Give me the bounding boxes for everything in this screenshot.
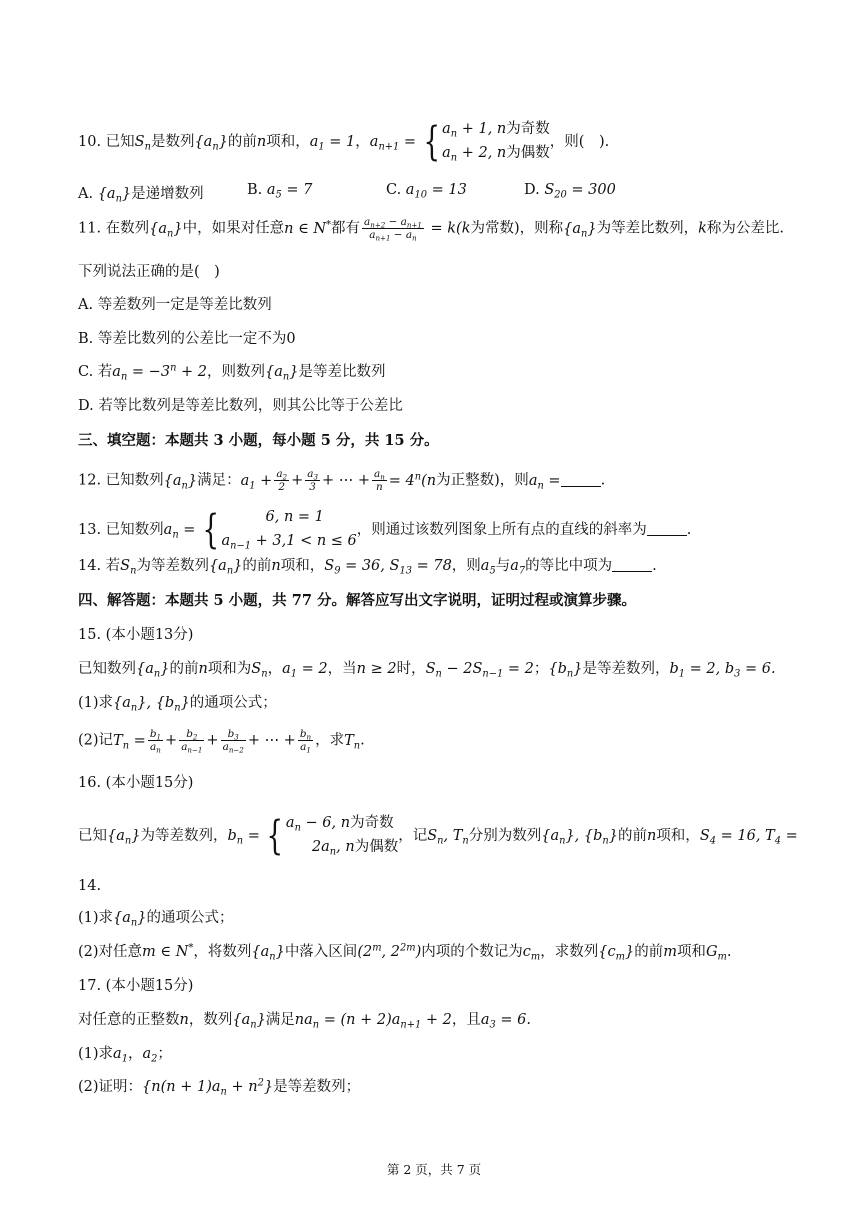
q10-option-a: A. $\{a_n\}$是递增数列 xyxy=(78,186,204,205)
q16-stem-continued: 14. xyxy=(78,878,102,894)
q16-stem: 已知$\{a_n\}$为等差数列，$b_n$ = { $a_n - 6$, n为奇数 $2a_n$, n为偶数 ，记$S_n$, $T_n$分别为数列$\{a_n\}$, $\{b_n\}$的前n项和，$S_4 = 16$, $T_4$ = xyxy=(78,812,798,859)
q11-option-d: D. 若等比数列是等差比数列，则其公比等于公差比 xyxy=(78,398,403,414)
q11-line: 11. 在数列$\{a_n\}$中，如果对任意n ∈ N*都有 $\frac{a_{n+2} - a_{n+1}}{a_{n+1} - a_n}$ = k(k为常数)，则称$\{a_n\}$为等差比数列，k称为公差比. xyxy=(78,216,785,243)
text: 为奇数 xyxy=(506,121,550,137)
text: ，则( ). xyxy=(549,133,610,150)
question-number: 12. xyxy=(78,472,102,489)
q15-heading: 15. (本小题13分) xyxy=(78,627,194,643)
text: 是数列 xyxy=(150,133,195,150)
q17-heading: 17. (本小题15分) xyxy=(78,978,194,994)
q17-part2: (2)证明：$\{n(n + 1)a_n + n^2\}$是等差数列； xyxy=(78,1077,361,1098)
q15-part2: (2)记$T_n$ = $\frac{b_1}{a_n}$ + $\frac{b_2}{a_{n-1}}$ + $\frac{b_3}{a_{n-2}}$ + ⋯ + $\frac{b_n}{a_1}$ ，求$T_n$. xyxy=(78,728,365,755)
text: 已知 xyxy=(105,133,135,150)
q13-line: 13. 已知数列$a_n$ = { 6, n = 1 $a_{n-1} + 3,1 < n \le 6$ ，则通过该数列图象上所有点的直线的斜率为 . xyxy=(78,506,692,553)
answer-blank xyxy=(612,557,652,572)
q11-option-c: C. 若$a_n = -3^n + 2$，则数列$\{a_n\}$是等差比数列 xyxy=(78,362,386,383)
question-number: 14. xyxy=(78,558,102,574)
text: 项和， xyxy=(266,133,310,150)
q15-stem: 已知数列$\{a_n\}$的前n项和为$S_n$，$a_1 = 2$，当n ≥ 2时，$S_n - 2S_{n-1} = 2$；$\{b_n\}$是等差数列，$b_1 = 2$, $b_3 = 6$. xyxy=(78,661,776,680)
q10-line: 10. 已知$S_n$是数列$\{a_n\}$的前n项和，$a_1 = 1$，$a_{n+1}$ = { $a_n + 1$, n为奇数 $a_n + 2$, n为偶数 ，则( ). xyxy=(78,118,610,165)
text: 为偶数 xyxy=(506,144,550,161)
q14-line: 14. 若$S_n$为等差数列$\{a_n\}$的前n项和，$S_9 = 36$, $S_{13} = 78$，则$a_5$与$a_7$的等比中项为 . xyxy=(78,558,657,577)
question-number: 11. xyxy=(78,220,102,237)
q11-prompt: 下列说法正确的是( ) xyxy=(78,264,220,280)
page-footer: 第 2 页，共 7 页 xyxy=(386,1162,482,1177)
q10-option-b: B. $a_5 = 7$ xyxy=(247,182,313,201)
q10-option-c: C. $a_{10} = 13$ xyxy=(386,182,467,201)
q12-line: 12. 已知数列$\{a_n\}$满足：$a_1$ + $\frac{a_2}{2}$ + $\frac{a_3}{3}$ + ⋯ + $\frac{a_n}{n}$ = $4^n(n$为正整数)，则$a_n$ = . xyxy=(78,468,606,493)
q16-heading: 16. (本小题15分) xyxy=(78,775,194,791)
section-heading-fill-in: 三、填空题：本题共 3 小题，每小题 5 分，共 15 分。 xyxy=(78,432,439,449)
q16-part2: (2)对任意m ∈ N*，将数列$\{a_n\}$中落入区间(2$^m$, $2^{2m}$)内项的个数记为$c_m$，求数列$\{c_m\}$的前m项和$G_m$. xyxy=(78,942,732,963)
q17-part1: (1)求$a_1$，$a_2$； xyxy=(78,1046,172,1065)
q11-option-b: B. 等差比数列的公差比一定不为0 xyxy=(78,331,296,347)
q10-option-d: D. $S_{20} = 300$ xyxy=(524,182,616,201)
q16-part1: (1)求$\{a_n\}$的通项公式； xyxy=(78,910,234,929)
answer-blank xyxy=(647,521,687,536)
q11-option-a: A. 等差数列一定是等差比数列 xyxy=(78,297,272,313)
text: 的前 xyxy=(227,133,257,150)
q17-stem: 对任意的正整数n，数列$\{a_n\}$满足$na_n = (n + 2)a_{n+1} + 2$，且$a_3 = 6$. xyxy=(78,1012,532,1031)
section-heading-answer: 四、解答题：本题共 5 小题，共 77 分。解答应写出文字说明，证明过程或演算步骤。 xyxy=(78,592,636,609)
question-number: 13. xyxy=(78,521,102,538)
question-number: 10. xyxy=(78,133,102,150)
q15-part1: (1)求$\{a_n\}$, $\{b_n\}$的通项公式； xyxy=(78,695,277,714)
answer-blank xyxy=(561,472,601,487)
